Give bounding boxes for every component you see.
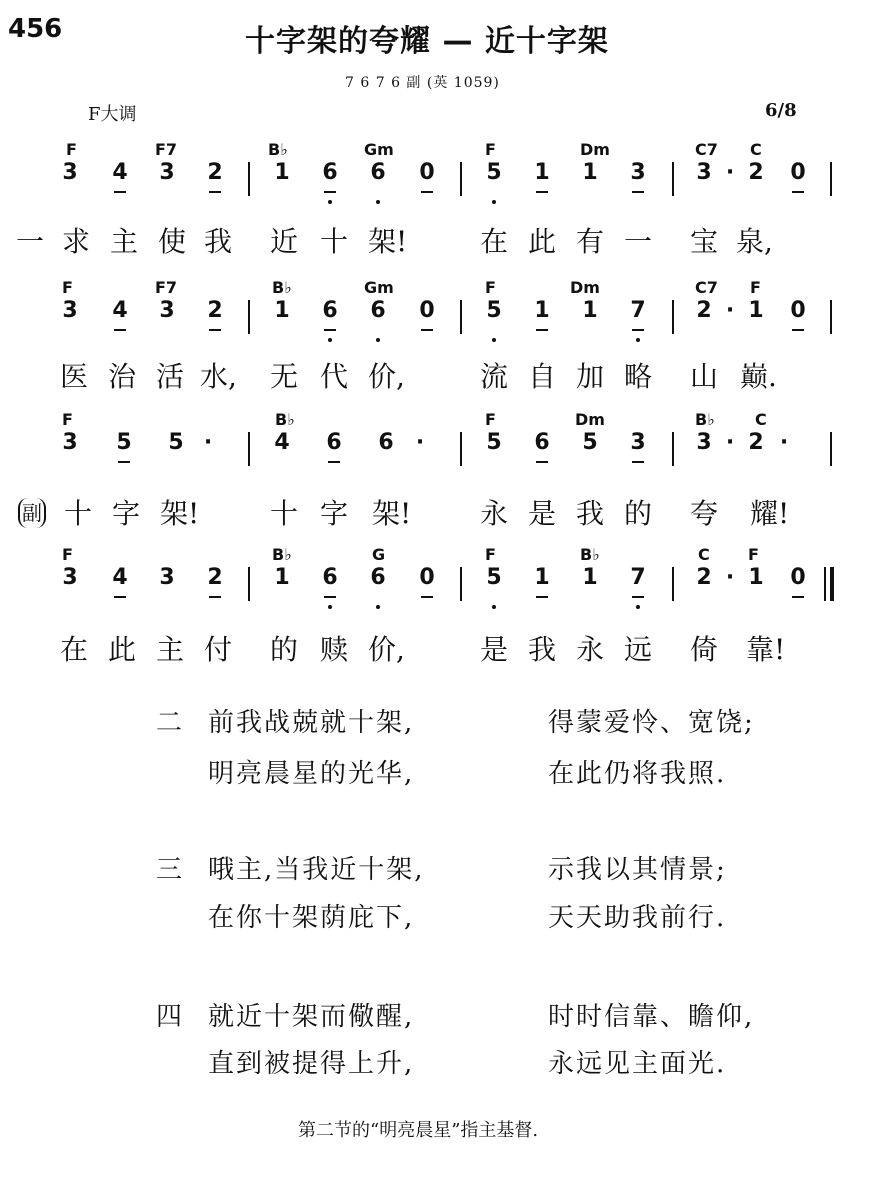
note: 6 [318,565,342,590]
note: 1 [530,160,554,185]
lyric: 代 [319,360,348,393]
lyric: 主 [109,225,138,258]
chord: B♭ [580,545,600,564]
lyric: 十 [269,497,298,530]
lyric: 略 [623,360,652,393]
barline [248,567,250,601]
note: · [725,160,735,185]
lyric: 宝 [689,225,718,258]
note: · [725,430,735,455]
lyric: 架! [372,497,412,530]
music-system-1 [0,140,885,210]
lyric: 倚 [689,633,718,666]
note: 3 [159,565,175,590]
chord: B♭ [272,278,292,297]
note: 6 [378,430,394,455]
chord: B♭ [275,410,295,429]
chord: Dm [580,140,610,159]
note: 7 [626,565,650,590]
verse-line: 前我战兢就十架, [208,708,415,738]
barline [248,162,250,196]
music-system-2 [0,278,885,348]
meter: 7 6 7 6 副 (英 1059) [345,75,500,91]
note: 1 [582,565,598,590]
note: 1 [748,298,764,323]
note: 6 [318,160,342,185]
note: 3 [696,430,712,455]
note: · [779,430,789,455]
lyric: 自 [527,360,556,393]
lyric: 在 [59,633,88,666]
verse-number: 二 [156,708,183,738]
barline [460,162,462,196]
lyric: 近 [269,225,298,258]
lyric: 是 [527,497,556,530]
note: 2 [696,298,712,323]
note: 5 [486,430,502,455]
note: · [203,430,213,455]
chord: C [698,545,710,564]
lyric: 在 [479,225,508,258]
lyric: 加 [575,360,604,393]
lyric: 有 [575,225,604,258]
lyric: 一 [15,225,44,258]
note: 1 [274,565,290,590]
chord: C [755,410,767,429]
verse-line: 得蒙爱怜、宽饶; [548,708,755,738]
note: 2 [203,565,227,590]
note: 3 [626,160,650,185]
lyric: 求 [61,225,90,258]
chord: F7 [155,140,178,159]
note: 4 [274,430,290,455]
chord: C7 [695,140,718,159]
verse-line: 永远见主面光. [548,1049,727,1079]
lyric: 永 [575,633,604,666]
note: 1 [530,298,554,323]
verse-line: 明亮晨星的光华, [208,759,415,789]
verse-line: 哦主,当我近十架, [208,855,425,885]
barline [830,162,832,196]
chord: F [66,140,77,159]
lyric: 耀! [750,497,790,530]
lyric: 字 [319,497,348,530]
note: 1 [748,565,764,590]
lyric: 使 [157,225,186,258]
barline [248,432,250,466]
note: 2 [748,430,764,455]
note: 4 [108,298,132,323]
footnote: 第二节的“明亮晨星”指主基督. [298,1120,539,1141]
note: 1 [582,298,598,323]
note: 1 [274,298,290,323]
lyric: 付 [203,633,232,666]
chord: F [62,545,73,564]
lyric: 流 [479,360,508,393]
lyric: 赎 [319,633,348,666]
note: · [725,298,735,323]
chord: B♭ [695,410,715,429]
barline [460,300,462,334]
note: 3 [159,160,175,185]
verse-number: 四 [156,1002,183,1032]
note: 3 [159,298,175,323]
barline [248,300,250,334]
chord: F7 [155,278,178,297]
barline [672,162,674,196]
lyric: 价, [368,633,405,666]
lyric: 十 [319,225,348,258]
refrain-marker: 副 [18,498,46,528]
verse-line: 就近十架而儆醒, [208,1002,415,1032]
note: 0 [415,565,439,590]
note: 3 [696,160,712,185]
key-signature: F大调 [88,104,137,125]
lyric: 水, [200,360,237,393]
lyric: 架! [368,225,408,258]
barline [824,567,826,601]
note: 2 [696,565,712,590]
barline [672,567,674,601]
chord: F [750,278,761,297]
lyric: 主 [155,633,184,666]
chord: G [372,545,386,564]
lyric: 的 [269,633,298,666]
lyric: 一 [623,225,652,258]
note: 2 [203,160,227,185]
lyric: 永 [479,497,508,530]
note: 2 [748,160,764,185]
lyric: 医 [59,360,88,393]
note: 5 [112,430,136,455]
chord: Dm [575,410,605,429]
note: 6 [366,565,390,590]
barline [460,432,462,466]
lyric: 我 [527,633,556,666]
music-system-3 [0,410,885,480]
lyric: 此 [527,225,556,258]
note: 4 [108,565,132,590]
note: 3 [626,430,650,455]
chord: C7 [695,278,718,297]
note: 1 [274,160,290,185]
note: 1 [582,160,598,185]
barline [830,300,832,334]
note: 0 [786,298,810,323]
note: 1 [530,565,554,590]
note: 0 [786,565,810,590]
chord: F [485,410,496,429]
chord: F [485,545,496,564]
chord: C [750,140,762,159]
lyric: 十 [63,497,92,530]
lyric: 我 [203,225,232,258]
lyric: 此 [107,633,136,666]
note: · [725,565,735,590]
lyric: 活 [155,360,184,393]
note: 6 [366,298,390,323]
note: 6 [318,298,342,323]
note: 0 [415,298,439,323]
hymn-number: 456 [8,14,63,44]
note: 5 [482,298,506,323]
note: · [415,430,425,455]
lyric: 的 [623,497,652,530]
lyric: 泉, [736,225,773,258]
chord: F [485,140,496,159]
lyric: 价, [368,360,405,393]
chord: F [485,278,496,297]
note: 3 [62,298,78,323]
lyric: 治 [107,360,136,393]
barline [672,432,674,466]
final-barline [830,567,834,601]
verse-line: 直到被提得上升, [208,1049,415,1079]
lyric-line-4 [0,628,885,668]
chord: Gm [364,278,394,297]
hymn-title: 十字架的夸耀 — 近十字架 [245,24,609,59]
lyric: 字 [111,497,140,530]
lyric-line-3 [0,492,885,532]
verse-line: 天天助我前行. [548,903,727,933]
lyric: 夸 [689,497,718,530]
note: 0 [415,160,439,185]
lyric: 是 [479,633,508,666]
lyric: 靠! [746,633,786,666]
lyric: 巅. [740,360,777,393]
note: 5 [482,565,506,590]
chord: B♭ [272,545,292,564]
note: 5 [582,430,598,455]
chord: B♭ [268,140,288,159]
note: 7 [626,298,650,323]
chord: Gm [364,140,394,159]
verse-number: 三 [156,855,183,885]
note: 5 [168,430,184,455]
lyric: 远 [623,633,652,666]
lyric: 我 [575,497,604,530]
verse-line: 在你十架荫庇下, [208,903,415,933]
verse-line: 在此仍将我照. [548,759,727,789]
barline [460,567,462,601]
lyric: 山 [689,360,718,393]
verse-line: 时时信靠、瞻仰, [548,1002,755,1032]
chord: Dm [570,278,600,297]
barline [830,432,832,466]
lyric-line-2 [0,355,885,395]
lyric: 无 [269,360,298,393]
lyric-line-1 [0,220,885,260]
note: 3 [62,430,78,455]
lyric: 架! [160,497,200,530]
note: 3 [62,160,78,185]
time-signature: 6/8 [765,100,797,121]
music-system-4 [0,545,885,615]
chord: F [62,278,73,297]
chord: F [748,545,759,564]
note: 3 [62,565,78,590]
barline [672,300,674,334]
note: 6 [366,160,390,185]
chord: F [62,410,73,429]
verse-line: 示我以其情景; [548,855,727,885]
note: 2 [203,298,227,323]
note: 0 [786,160,810,185]
note: 6 [322,430,346,455]
note: 6 [530,430,554,455]
note: 4 [108,160,132,185]
note: 5 [482,160,506,185]
